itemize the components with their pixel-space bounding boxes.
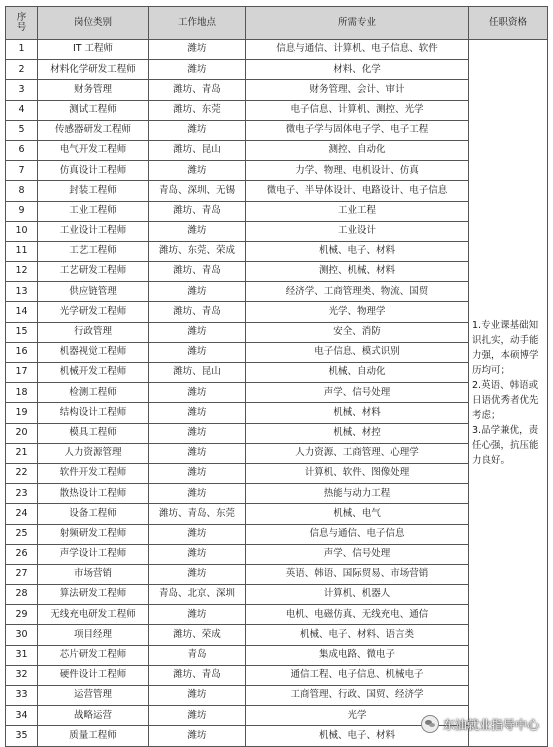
cell-location: 潍坊 — [149, 40, 246, 60]
cell-major: 机械、电子、材料 — [246, 241, 469, 261]
cell-num: 5 — [6, 120, 38, 140]
col-header-major: 所需专业 — [246, 7, 469, 40]
cell-category: 芯片研发工程师 — [38, 645, 149, 665]
cell-major: 人力资源、工商管理、心理学 — [246, 443, 469, 463]
cell-location: 潍坊 — [149, 120, 246, 140]
table-body — [6, 40, 548, 747]
cell-location: 潍坊、青岛 — [149, 302, 246, 322]
cell-major: 机械、材控 — [246, 423, 469, 443]
cell-num: 30 — [6, 625, 38, 645]
cell-category: 财务管理 — [38, 80, 149, 100]
cell-num: 33 — [6, 686, 38, 706]
col-header-num — [6, 7, 38, 40]
cell-major: 微电子、半导体设计、电路设计、电子信息 — [246, 181, 469, 201]
cell-category: 工业工程师 — [38, 201, 149, 221]
cell-num: 28 — [6, 585, 38, 605]
table-row — [6, 181, 548, 201]
cell-num: 20 — [6, 423, 38, 443]
wechat-icon — [421, 715, 439, 733]
cell-num: 4 — [6, 100, 38, 120]
cell-location: 潍坊 — [149, 161, 246, 181]
cell-category: 材料化学研发工程师 — [38, 60, 149, 80]
cell-major: 安全、消防 — [246, 322, 469, 342]
cell-category: 封装工程师 — [38, 181, 149, 201]
watermark-text: 东油就业指导中心 — [442, 717, 539, 732]
cell-category: 测试工程师 — [38, 100, 149, 120]
cell-major: 声学、信号处理 — [246, 383, 469, 403]
cell-location: 潍坊、青岛 — [149, 80, 246, 100]
table-row — [6, 484, 548, 504]
cell-location: 潍坊 — [149, 383, 246, 403]
table-row — [6, 605, 548, 625]
cell-category: 战略运营 — [38, 706, 149, 726]
cell-category: 机械开发工程师 — [38, 363, 149, 383]
cell-category: 市场营销 — [38, 564, 149, 584]
cell-category: 工艺工程师 — [38, 241, 149, 261]
cell-location: 潍坊 — [149, 544, 246, 564]
cell-num: 35 — [6, 726, 38, 746]
table-row — [6, 544, 548, 564]
cell-location: 潍坊 — [149, 605, 246, 625]
table-row — [6, 443, 548, 463]
table-row — [6, 665, 548, 685]
cell-num: 15 — [6, 322, 38, 342]
cell-major: 机械、电子、材料、语言类 — [246, 625, 469, 645]
table-row — [6, 80, 548, 100]
cell-category: IT 工程师 — [38, 40, 149, 60]
table-row — [6, 564, 548, 584]
cell-location: 潍坊 — [149, 342, 246, 362]
cell-num: 34 — [6, 706, 38, 726]
cell-num: 25 — [6, 524, 38, 544]
table-row — [6, 625, 548, 645]
cell-category: 电气开发工程师 — [38, 140, 149, 160]
cell-category: 声学设计工程师 — [38, 544, 149, 564]
cell-num: 23 — [6, 484, 38, 504]
cell-num: 14 — [6, 302, 38, 322]
cell-num: 29 — [6, 605, 38, 625]
cell-location: 潍坊、青岛 — [149, 262, 246, 282]
cell-location: 潍坊 — [149, 686, 246, 706]
cell-location: 青岛、北京、深圳 — [149, 585, 246, 605]
cell-major: 机械、电气 — [246, 504, 469, 524]
cell-category: 结构设计工程师 — [38, 403, 149, 423]
cell-num: 9 — [6, 201, 38, 221]
cell-major: 电子信息、模式识别 — [246, 342, 469, 362]
table-row — [6, 423, 548, 443]
table-row — [6, 342, 548, 362]
table-row — [6, 504, 548, 524]
table-header-row — [6, 7, 548, 40]
table-row — [6, 585, 548, 605]
table-row — [6, 161, 548, 181]
cell-num: 18 — [6, 383, 38, 403]
cell-category: 运营管理 — [38, 686, 149, 706]
cell-num: 17 — [6, 363, 38, 383]
cell-num: 3 — [6, 80, 38, 100]
cell-major: 测控、自动化 — [246, 140, 469, 160]
cell-category: 无线充电研发工程师 — [38, 605, 149, 625]
cell-location: 潍坊、青岛 — [149, 201, 246, 221]
col-header-qualification: 任职资格 — [469, 7, 548, 40]
cell-category: 机器视觉工程师 — [38, 342, 149, 362]
table-row — [6, 322, 548, 342]
cell-major: 机械、电子、材料 — [246, 726, 469, 746]
cell-major: 信息与通信、计算机、电子信息、软件 — [246, 40, 469, 60]
cell-major: 工商管理、行政、国贸、经济学 — [246, 686, 469, 706]
cell-category: 质量工程师 — [38, 726, 149, 746]
cell-major: 计算机、机器人 — [246, 585, 469, 605]
col-header-num-bottom: 号 — [16, 22, 27, 33]
cell-location: 潍坊、东莞、荣成 — [149, 241, 246, 261]
col-header-num-top: 序 — [16, 11, 27, 23]
table-row — [6, 403, 548, 423]
table-row — [6, 282, 548, 302]
cell-num: 16 — [6, 342, 38, 362]
cell-category: 行政管理 — [38, 322, 149, 342]
cell-category: 射频研发工程师 — [38, 524, 149, 544]
table-row — [6, 363, 548, 383]
table-row — [6, 241, 548, 261]
cell-category: 人力资源管理 — [38, 443, 149, 463]
cell-num: 7 — [6, 161, 38, 181]
cell-category: 项目经理 — [38, 625, 149, 645]
cell-category: 光学研发工程师 — [38, 302, 149, 322]
cell-category: 工艺研发工程师 — [38, 262, 149, 282]
cell-location: 潍坊、青岛 — [149, 665, 246, 685]
cell-category: 散热设计工程师 — [38, 484, 149, 504]
cell-location: 青岛 — [149, 645, 246, 665]
cell-num: 32 — [6, 665, 38, 685]
table-row — [6, 262, 548, 282]
cell-category: 供应链管理 — [38, 282, 149, 302]
cell-major: 机械、材料 — [246, 403, 469, 423]
cell-num: 6 — [6, 140, 38, 160]
cell-major: 材料、化学 — [246, 60, 469, 80]
table-row — [6, 221, 548, 241]
cell-location: 青岛、深圳、无锡 — [149, 181, 246, 201]
cell-major: 集成电路、微电子 — [246, 645, 469, 665]
table-row — [6, 40, 548, 60]
cell-location: 潍坊、青岛、东莞 — [149, 504, 246, 524]
cell-location: 潍坊 — [149, 403, 246, 423]
cell-location: 潍坊 — [149, 706, 246, 726]
cell-location: 潍坊 — [149, 221, 246, 241]
cell-location: 潍坊、昆山 — [149, 140, 246, 160]
cell-major: 测控、机械、材料 — [246, 262, 469, 282]
cell-category: 工业设计工程师 — [38, 221, 149, 241]
cell-num: 26 — [6, 544, 38, 564]
cell-major: 微电子学与固体电子学、电子工程 — [246, 120, 469, 140]
table-row — [6, 686, 548, 706]
cell-category: 传感器研发工程师 — [38, 120, 149, 140]
cell-location: 潍坊 — [149, 564, 246, 584]
table-row — [6, 100, 548, 120]
cell-num: 24 — [6, 504, 38, 524]
cell-location: 潍坊 — [149, 60, 246, 80]
cell-major: 电子信息、计算机、测控、光学 — [246, 100, 469, 120]
cell-major: 声学、信号处理 — [246, 544, 469, 564]
cell-location: 潍坊、昆山 — [149, 363, 246, 383]
cell-num: 27 — [6, 564, 38, 584]
cell-major: 力学、物理、电机设计、仿真 — [246, 161, 469, 181]
table-row — [6, 120, 548, 140]
cell-location: 潍坊 — [149, 423, 246, 443]
cell-major: 经济学、工商管理类、物流、国贸 — [246, 282, 469, 302]
cell-location: 潍坊 — [149, 524, 246, 544]
cell-num: 22 — [6, 463, 38, 483]
table-row — [6, 140, 548, 160]
cell-major: 机械、自动化 — [246, 363, 469, 383]
cell-num: 13 — [6, 282, 38, 302]
col-header-location: 工作地点 — [149, 7, 246, 40]
table-row — [6, 60, 548, 80]
cell-num: 11 — [6, 241, 38, 261]
cell-major: 工业设计 — [246, 221, 469, 241]
cell-num: 19 — [6, 403, 38, 423]
col-header-category: 岗位类别 — [38, 7, 149, 40]
cell-major: 英语、韩语、国际贸易、市场营销 — [246, 564, 469, 584]
table-row — [6, 302, 548, 322]
table-row — [6, 201, 548, 221]
cell-location: 潍坊 — [149, 726, 246, 746]
cell-location: 潍坊 — [149, 463, 246, 483]
cell-num: 21 — [6, 443, 38, 463]
cell-category: 设备工程师 — [38, 504, 149, 524]
cell-location: 潍坊 — [149, 443, 246, 463]
cell-major: 电机、电磁仿真、无线充电、通信 — [246, 605, 469, 625]
qualification-cell: 1.专业课基础知识扎实，动手能力强，本硕博学历均可； 2.英语、韩语或日语优秀者优先考虑； 3.品学兼优，责任心强，抗压能力良好。 — [469, 40, 548, 747]
cell-major: 光学、物理学 — [246, 302, 469, 322]
table-row — [6, 383, 548, 403]
job-positions-table — [5, 6, 548, 747]
cell-category: 仿真设计工程师 — [38, 161, 149, 181]
cell-location: 潍坊 — [149, 282, 246, 302]
cell-num: 1 — [6, 40, 38, 60]
table-row — [6, 524, 548, 544]
cell-num: 12 — [6, 262, 38, 282]
cell-location: 潍坊、东莞 — [149, 100, 246, 120]
cell-major: 光学 — [246, 706, 469, 726]
cell-num: 10 — [6, 221, 38, 241]
cell-major: 计算机、软件、图像处理 — [246, 463, 469, 483]
cell-location: 潍坊、荣成 — [149, 625, 246, 645]
cell-category: 硬件设计工程师 — [38, 665, 149, 685]
cell-major: 财务管理、会计、审计 — [246, 80, 469, 100]
cell-num: 31 — [6, 645, 38, 665]
cell-category: 检测工程师 — [38, 383, 149, 403]
cell-location: 潍坊 — [149, 322, 246, 342]
table-row — [6, 463, 548, 483]
cell-major: 信息与通信、电子信息 — [246, 524, 469, 544]
cell-category: 算法研发工程师 — [38, 585, 149, 605]
watermark — [421, 715, 539, 733]
cell-major: 通信工程、电子信息、机械电子 — [246, 665, 469, 685]
cell-major: 热能与动力工程 — [246, 484, 469, 504]
cell-category: 软件开发工程师 — [38, 463, 149, 483]
cell-num: 2 — [6, 60, 38, 80]
cell-num: 8 — [6, 181, 38, 201]
table-row — [6, 645, 548, 665]
cell-category: 模具工程师 — [38, 423, 149, 443]
cell-location: 潍坊 — [149, 484, 246, 504]
cell-major: 工业工程 — [246, 201, 469, 221]
